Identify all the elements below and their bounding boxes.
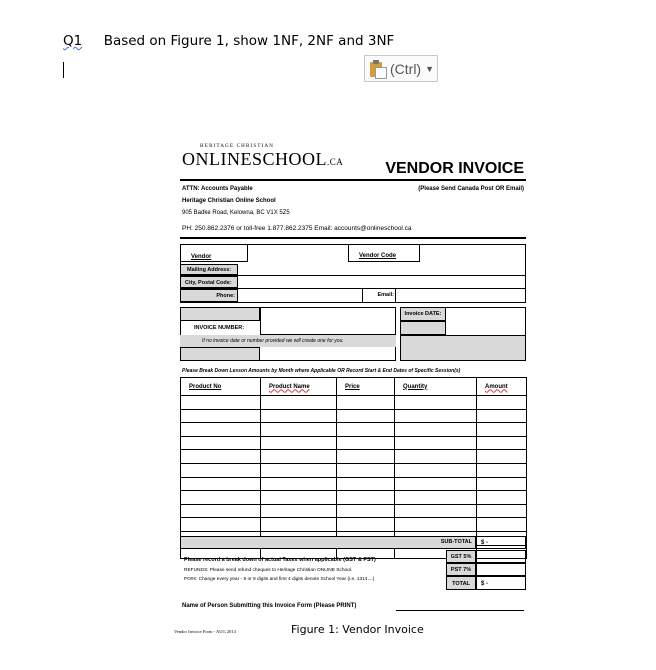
email-label: Email: (377, 292, 394, 298)
dropdown-arrow-icon: ▼ (425, 63, 435, 74)
brand-logo: ONLINESCHOOL.CA (182, 149, 344, 169)
col-product-no: Product No (181, 378, 261, 396)
col-amount: Amount (477, 378, 527, 396)
figure-caption: Figure 1: Vendor Invoice (291, 623, 424, 636)
submitter-label: Name of Person Submitting this Invoice Form (Please PRINT) (182, 603, 357, 609)
submitter-line (396, 610, 524, 611)
paste-options-label: (Ctrl) (390, 60, 422, 77)
text-cursor (63, 62, 64, 78)
paste-options-button[interactable] (364, 55, 438, 82)
attn-line: ATTN: Accounts Payable (182, 186, 253, 192)
question-text (63, 33, 394, 49)
invoice-date-label: Invoice DATE: (404, 311, 442, 317)
col-product-name: Product Name (261, 378, 337, 396)
mailing-label: Mailing Address: (180, 264, 238, 275)
brand-small: HERITAGE CHRISTIAN (200, 144, 275, 149)
school-address: 905 Badke Road, Kelowna, BC V1X 5Z5 (182, 210, 290, 216)
table-row (181, 423, 527, 437)
col-quantity: Quantity (395, 378, 477, 396)
invoice-number-label: INVOICE NUMBER: (193, 325, 245, 331)
table-row (181, 504, 527, 518)
total-label: TOTAL (446, 576, 476, 590)
table-row (181, 477, 527, 491)
vendor-cell: Vendor (180, 244, 248, 262)
table-row (181, 409, 527, 423)
invoice-note: If no invoice date or number provided we will create one for you. (180, 335, 396, 347)
city-label: City, Postal Code: (180, 276, 238, 288)
table-row (181, 396, 527, 410)
refund-note: REFUNDS: Please send refund cheques to Heritage Christian ONLINE School. (184, 568, 353, 573)
vendor-invoice-image (174, 140, 526, 638)
table-row (181, 463, 527, 477)
phone-label: Phone: (180, 289, 238, 302)
table-row (181, 436, 527, 450)
table-row (181, 518, 527, 532)
subtotal-label: SUB-TOTAL (440, 539, 472, 545)
clipboard-icon (370, 60, 386, 78)
items-table (180, 377, 527, 559)
contact-line: PH: 250.862.2376 or toll-free 1.877.862.2375 Email: accounts@onlineschool.ca (182, 225, 412, 232)
divider (180, 237, 526, 239)
gst-label: GST 5% (446, 550, 476, 563)
tax-note: Please record a break down of actual Taxes when applicable (GST & PST) (184, 557, 376, 563)
invoice-title: VENDOR INVOICE (385, 160, 524, 177)
form-footer: Vendor Invoice Form - AUG 2014 (174, 629, 236, 634)
divider (180, 179, 526, 181)
table-row (181, 491, 527, 505)
subtotal-value: $ - (476, 536, 526, 549)
school-name: Heritage Christian Online School (182, 198, 276, 204)
question-number: Q1 (63, 33, 83, 49)
vendor-code-cell: Vendor Code (348, 244, 420, 262)
table-row (181, 450, 527, 464)
po-note: PO#s: Change every year - 8 or 9 digits and first 4 digits denote School Year (i.e. 1314....) (184, 577, 375, 582)
send-note: (Please Send Canada Post OR Email) (418, 186, 524, 192)
question-body: Based on Figure 1, show 1NF, 2NF and 3NF (103, 33, 395, 49)
breakdown-note: Please Break Down Lesson Amounts by Month where Applicable OR Record Start & End Dates of Specific Session(s) (182, 368, 461, 374)
total-value: $ - (476, 576, 526, 590)
col-price: Price (337, 378, 395, 396)
pst-label: PST 7% (446, 563, 476, 576)
